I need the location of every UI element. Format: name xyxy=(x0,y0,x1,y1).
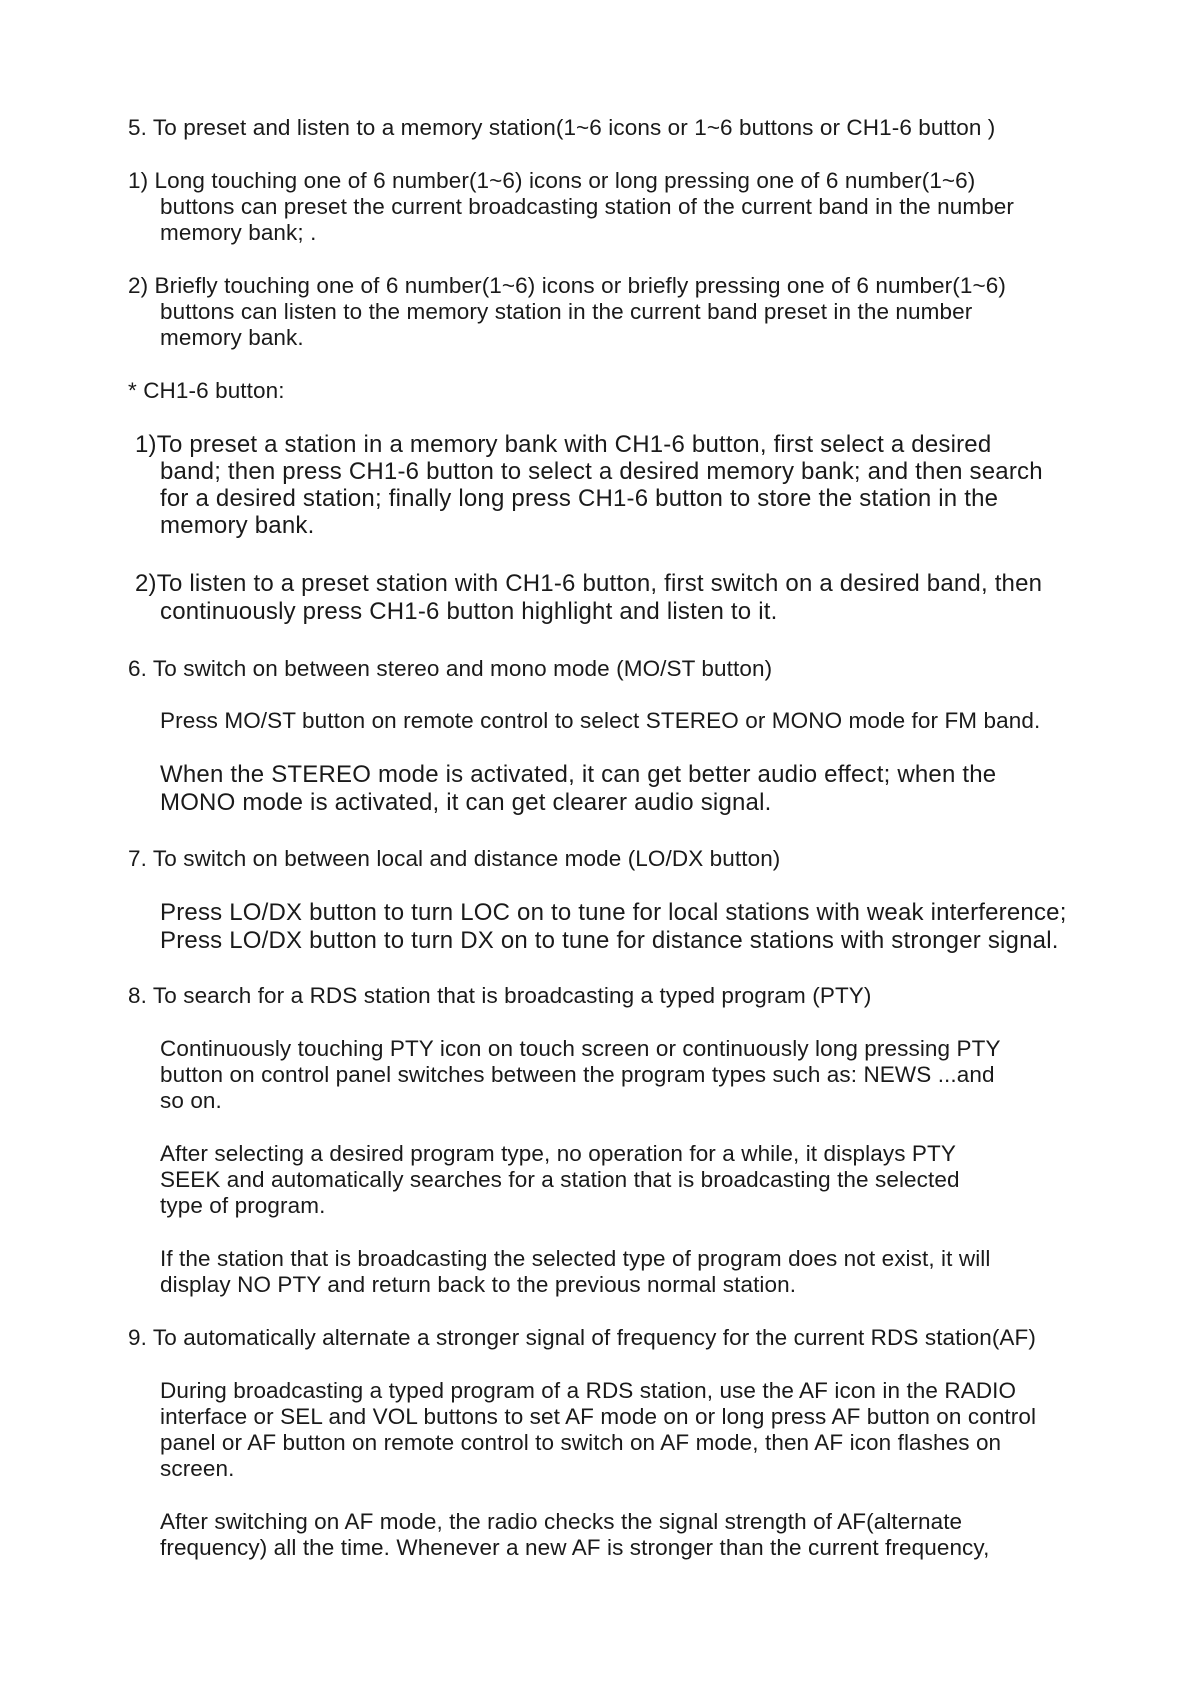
section-6-heading: 6. To switch on between stereo and mono mode (MO/ST button) xyxy=(128,656,773,681)
section-5-item-1-line-2: buttons can preset the current broadcasting station of the current band in the number xyxy=(160,194,1015,219)
section-8-para-2-line-2: SEEK and automatically searches for a station that is broadcasting the selected xyxy=(160,1167,960,1192)
section-8-para-1-line-2: button on control panel switches between the program types such as: NEWS ...and xyxy=(160,1062,995,1087)
section-6-para-2-line-2: MONO mode is activated, it can get clearer audio signal. xyxy=(160,789,772,816)
ch1-6-item-1-line-1: 1)To preset a station in a memory bank with CH1-6 button, first select a desired xyxy=(135,431,992,458)
section-9-para-2-line-2: frequency) all the time. Whenever a new AF is stronger than the current frequency, xyxy=(160,1535,990,1560)
section-9-heading: 9. To automatically alternate a stronger signal of frequency for the current RDS station(AF) xyxy=(128,1325,1036,1350)
ch1-6-item-1-line-2: band; then press CH1-6 button to select a desired memory bank; and then search xyxy=(160,458,1043,485)
ch1-6-item-2-line-1: 2)To listen to a preset station with CH1-6 button, first switch on a desired band, then xyxy=(135,570,1043,597)
ch1-6-item-1-line-3: for a desired station; finally long press CH1-6 button to store the station in the xyxy=(160,485,999,512)
section-5-item-2-line-3: memory bank. xyxy=(160,325,304,350)
section-8-para-3-line-2: display NO PTY and return back to the previous normal station. xyxy=(160,1272,797,1297)
section-8-para-2-line-1: After selecting a desired program type, no operation for a while, it displays PTY xyxy=(160,1141,956,1166)
section-9-para-1-line-2: interface or SEL and VOL buttons to set AF mode on or long press AF button on control xyxy=(160,1404,1037,1429)
ch1-6-item-1-line-4: memory bank. xyxy=(160,512,315,539)
section-7-para-line-1: Press LO/DX button to turn LOC on to tune for local stations with weak interference; xyxy=(160,899,1067,926)
section-5-item-2-line-1: 2) Briefly touching one of 6 number(1~6) icons or briefly pressing one of 6 number(1~6) xyxy=(128,273,1006,298)
section-8-para-3-line-1: If the station that is broadcasting the selected type of program does not exist, it will xyxy=(160,1246,991,1271)
section-5-item-2-line-2: buttons can listen to the memory station in the current band preset in the number xyxy=(160,299,973,324)
section-6-para-2-line-1: When the STEREO mode is activated, it can get better audio effect; when the xyxy=(160,761,997,788)
section-8-para-2-line-3: type of program. xyxy=(160,1193,326,1218)
section-8-para-1-line-1: Continuously touching PTY icon on touch screen or continuously long pressing PTY xyxy=(160,1036,1001,1061)
ch1-6-item-2-line-2: continuously press CH1-6 button highlight and listen to it. xyxy=(160,598,778,625)
section-6-para-1: Press MO/ST button on remote control to select STEREO or MONO mode for FM band. xyxy=(160,708,1041,733)
section-5-item-1-line-1: 1) Long touching one of 6 number(1~6) icons or long pressing one of 6 number(1~6) xyxy=(128,168,976,193)
section-9-para-1-line-4: screen. xyxy=(160,1456,235,1481)
section-9-para-1-line-3: panel or AF button on remote control to switch on AF mode, then AF icon flashes on xyxy=(160,1430,1002,1455)
section-7-para-line-2: Press LO/DX button to turn DX on to tune for distance stations with stronger signal. xyxy=(160,927,1059,954)
section-9-para-1-line-1: During broadcasting a typed program of a RDS station, use the AF icon in the RADIO xyxy=(160,1378,1017,1403)
section-9-para-2-line-1: After switching on AF mode, the radio checks the signal strength of AF(alternate xyxy=(160,1509,963,1534)
section-5-heading: 5. To preset and listen to a memory station(1~6 icons or 1~6 buttons or CH1-6 button ) xyxy=(128,115,996,140)
section-8-para-1-line-3: so on. xyxy=(160,1088,222,1113)
section-7-heading: 7. To switch on between local and distance mode (LO/DX button) xyxy=(128,846,781,871)
section-5-item-1-line-3: memory bank; . xyxy=(160,220,317,245)
section-8-heading: 8. To search for a RDS station that is broadcasting a typed program (PTY) xyxy=(128,983,872,1008)
ch1-6-subheading: * CH1-6 button: xyxy=(128,378,285,403)
